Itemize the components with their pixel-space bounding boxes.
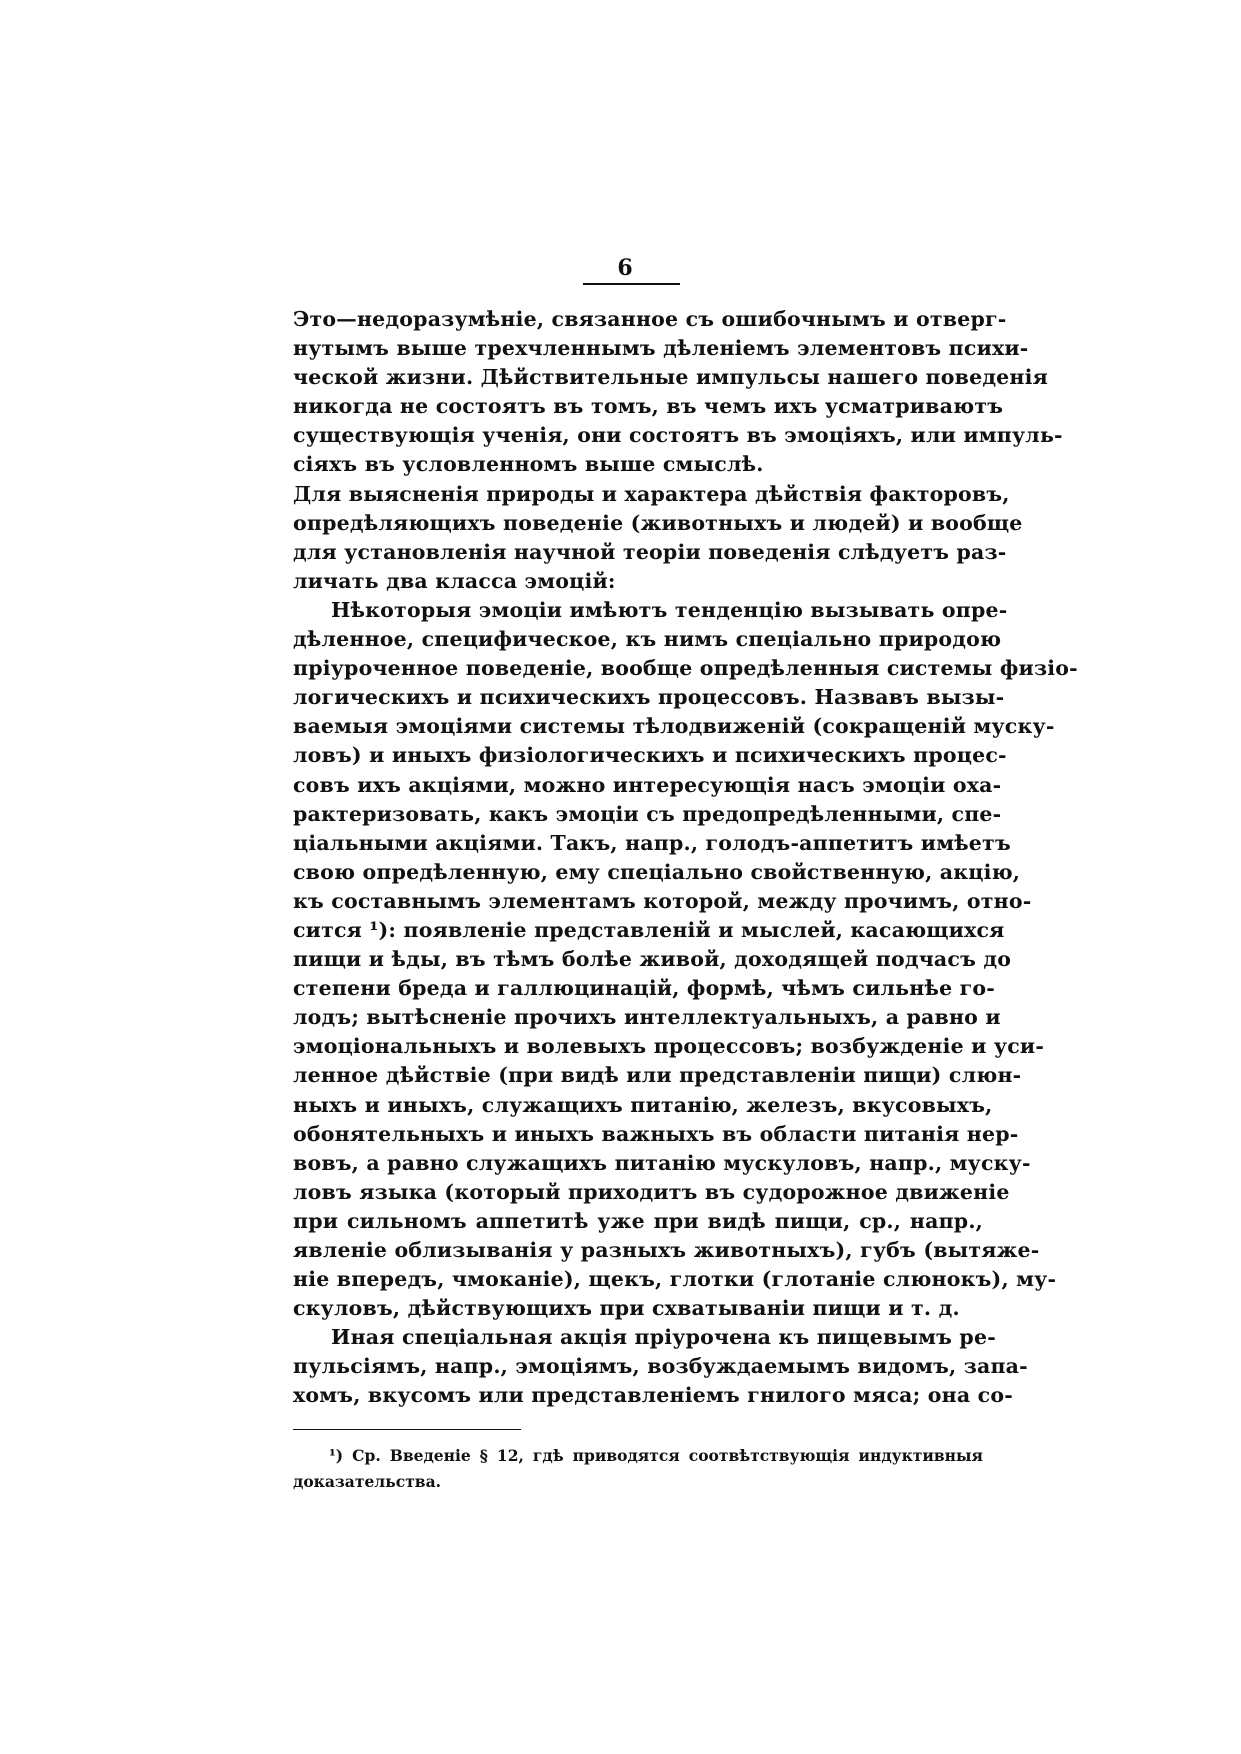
text-line: личать два класса эмоцій: xyxy=(293,568,616,593)
text-line: совъ ихъ акціями, можно интересующія насъ эмоціи оха- xyxy=(293,772,1002,797)
text-line: ваемыя эмоціями системы тѣлодвиженій (сокращеній муску- xyxy=(293,714,1055,739)
text-line: дѣленное, специфическое, къ нимъ спеціально природою xyxy=(293,627,1002,652)
text-line: ныхъ и иныхъ, служащихъ питанію, железъ, вкусовыхъ, xyxy=(293,1092,993,1117)
text-line: Это—недоразумѣніе, связанное съ ошибочнымъ и отверг- xyxy=(293,307,1007,331)
text-line: свою опредѣленную, ему спеціально свойственную, акцію, xyxy=(293,859,1021,884)
text-line: лодъ; вытѣсненіе прочихъ интеллектуальныхъ, а равно и xyxy=(293,1005,1001,1030)
text-line: обонятельныхъ и иныхъ важныхъ въ области питанія нер- xyxy=(293,1121,1019,1146)
text-line: ніе впередъ, чмоканіе), щекъ, глотки (глотаніе слюнокъ), му- xyxy=(293,1267,1057,1292)
text-line: явленіе облизыванія у разныхъ животныхъ), губъ (вытяже- xyxy=(293,1238,1040,1262)
footnote-line: ¹) Ср. Введеніе § 12, гдѣ приводятся соотвѣтствующія индуктивныя xyxy=(329,1446,983,1465)
footnote-line: доказательства. xyxy=(293,1472,442,1491)
text-line: хомъ, вкусомъ или представленіемъ гнилого мяса; она со- xyxy=(293,1383,1013,1408)
text-line: пріуроченное поведеніе, вообще опредѣленныя системы физіо- xyxy=(293,656,1078,681)
text-line: существующія ученія, они состоятъ въ эмоціяхъ, или импуль- xyxy=(293,423,1063,448)
page-number-rule xyxy=(583,283,680,285)
text-line: никогда не состоятъ въ томъ, въ чемъ ихъ усматриваютъ xyxy=(293,394,1004,419)
text-line: эмоціональныхъ и волевыхъ процессовъ; возбужденіе и уси- xyxy=(293,1034,1045,1059)
text-line: рактеризовать, какъ эмоціи съ предопредѣленными, спе- xyxy=(293,801,1002,826)
footnote-rule xyxy=(293,1429,521,1430)
text-line: Нѣкоторыя эмоціи имѣютъ тенденцію вызывать опре- xyxy=(331,597,1008,622)
text-line: логическихъ и психическихъ процессовъ. Назвавъ вызы- xyxy=(293,685,1005,710)
text-line: ческой жизни. Дѣйствительные импульсы нашего поведенія xyxy=(293,365,1048,390)
text-line: Иная спеціальная акція пріурочена къ пищевымъ ре- xyxy=(331,1325,996,1350)
page-number: 6 xyxy=(617,255,633,281)
text-line: Для выясненія природы и характера дѣйствія факторовъ, xyxy=(293,481,1010,506)
body-text xyxy=(293,305,1078,1411)
text-line: сіяхъ въ условленномъ выше смыслѣ. xyxy=(293,452,764,477)
text-line: для установленія научной теоріи поведенія слѣдуетъ раз- xyxy=(293,539,1007,564)
text-line: къ составнымъ элементамъ которой, между прочимъ, отно- xyxy=(293,888,1032,913)
footnote xyxy=(293,1443,983,1495)
text-line: нутымъ выше трехчленнымъ дѣленіемъ элементовъ психи- xyxy=(293,336,1029,361)
text-line: вовъ, а равно служащихъ питанію мускуловъ, напр., муску- xyxy=(293,1150,1031,1175)
text-line: ловъ языка (который приходитъ въ судорожное движеніе xyxy=(293,1179,1010,1204)
text-line: степени бреда и галлюцинацій, формѣ, чѣмъ сильнѣе го- xyxy=(293,976,995,1001)
text-line: ціальными акціями. Такъ, напр., голодъ-аппетитъ имѣетъ xyxy=(293,830,1011,855)
text-line: ловъ) и иныхъ физіологическихъ и психическихъ процес- xyxy=(293,743,1007,768)
text-line: опредѣляющихъ поведеніе (животныхъ и людей) и вообще xyxy=(293,510,1023,535)
text-line: при сильномъ аппетитѣ уже при видѣ пищи, ср., напр., xyxy=(293,1208,983,1233)
text-line: пульсіямъ, напр., эмоціямъ, возбуждаемымъ видомъ, запа- xyxy=(293,1354,1028,1379)
text-line: скуловъ, дѣйствующихъ при схватываніи пищи и т. д. xyxy=(293,1296,960,1321)
text-line: пищи и ѣды, въ тѣмъ болѣе живой, доходящей подчасъ до xyxy=(293,947,1012,972)
text-line: ленное дѣйствіе (при видѣ или представленіи пищи) слюн- xyxy=(293,1063,1022,1088)
text-line: сится ¹): появленіе представленій и мыслей, касающихся xyxy=(293,917,1005,942)
